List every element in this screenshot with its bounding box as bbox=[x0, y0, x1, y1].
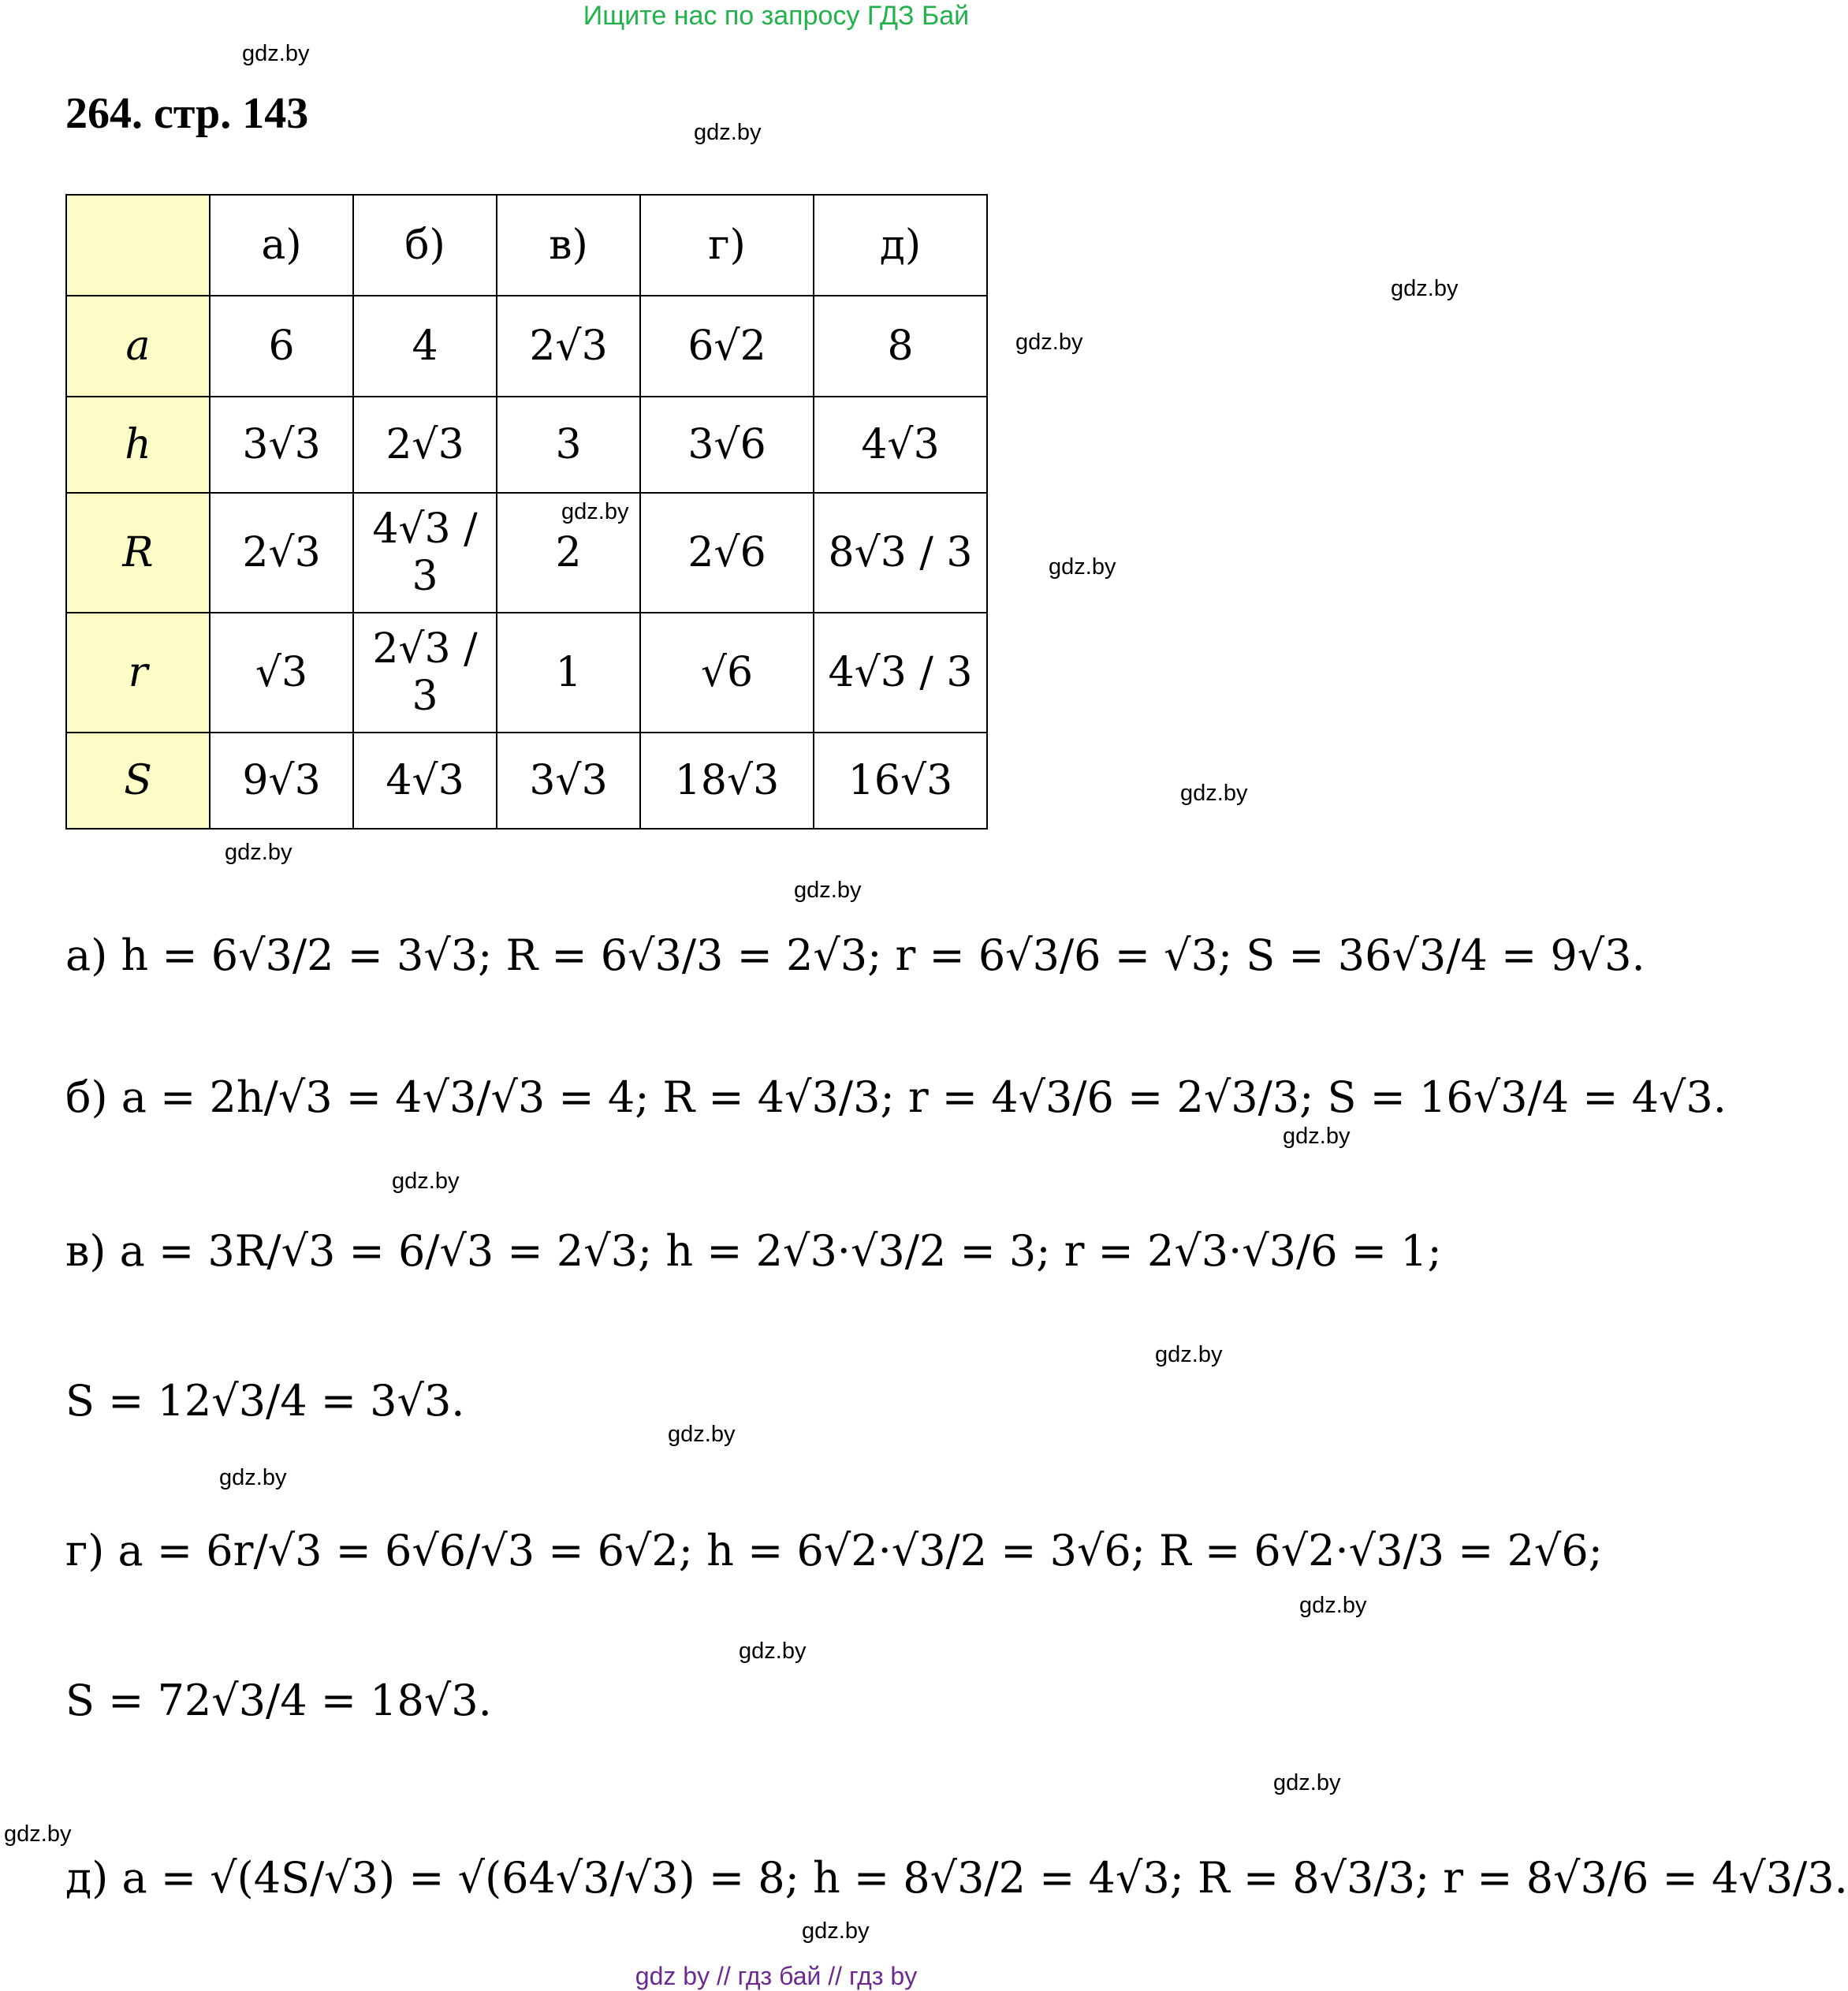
values-table bbox=[65, 194, 988, 830]
table-cell: √6 bbox=[640, 613, 814, 733]
row-header: R bbox=[66, 493, 210, 613]
table-row bbox=[66, 493, 987, 613]
row-header: S bbox=[66, 733, 210, 829]
watermark: gdz.by bbox=[392, 1169, 460, 1194]
watermark: gdz.by bbox=[1273, 1770, 1341, 1795]
watermark: gdz.by bbox=[794, 878, 862, 903]
table-row bbox=[66, 733, 987, 829]
table-cell: 16√3 bbox=[814, 733, 987, 829]
row-header: h bbox=[66, 397, 210, 493]
table-cell: 3√3 bbox=[497, 733, 640, 829]
table-row bbox=[66, 296, 987, 397]
watermark: gdz.by bbox=[4, 1821, 72, 1847]
watermark: gdz.by bbox=[1049, 554, 1116, 580]
column-header: д) bbox=[814, 195, 987, 296]
column-header: а) bbox=[210, 195, 353, 296]
table-cell: 2√3 bbox=[497, 296, 640, 397]
corner-cell bbox=[66, 195, 210, 296]
table-cell: 9√3 bbox=[210, 733, 353, 829]
search-banner[interactable]: Ищите нас по запросу ГДЗ Бай bbox=[583, 1, 970, 31]
watermark: gdz.by bbox=[1283, 1124, 1351, 1149]
watermark: gdz.by bbox=[1155, 1342, 1223, 1367]
table-cell: 4 bbox=[353, 296, 497, 397]
solution-v-part2: S = 12√3/4 = 3√3. bbox=[65, 1376, 465, 1426]
column-header: г) bbox=[640, 195, 814, 296]
table-cell: 2 bbox=[497, 493, 640, 613]
watermark: gdz.by bbox=[561, 499, 629, 524]
table-cell: 2√6 bbox=[640, 493, 814, 613]
page-title: 264. стр. 143 bbox=[65, 89, 309, 138]
solution-b: б) a = 2h/√3 = 4√3/√3 = 4; R = 4√3/3; r = 4√3/6 = 2√3/3; S = 16√3/4 = 4√3. bbox=[65, 1072, 1727, 1122]
table-cell: 2√3 bbox=[353, 397, 497, 493]
row-header: r bbox=[66, 613, 210, 733]
table-cell: 2√3 bbox=[210, 493, 353, 613]
table-cell: 6√2 bbox=[640, 296, 814, 397]
table-cell: 2√3 / 3 bbox=[353, 613, 497, 733]
watermark: gdz.by bbox=[802, 1918, 870, 1944]
table-cell: 1 bbox=[497, 613, 640, 733]
column-header: в) bbox=[497, 195, 640, 296]
solution-v-part1: в) a = 3R/√3 = 6/√3 = 2√3; h = 2√3·√3/2 = 3; r = 2√3·√3/6 = 1; bbox=[65, 1226, 1442, 1276]
table-cell: 4√3 bbox=[353, 733, 497, 829]
table-cell: 3 bbox=[497, 397, 640, 493]
table-cell: 18√3 bbox=[640, 733, 814, 829]
table-cell: 3√3 bbox=[210, 397, 353, 493]
table-cell: 8√3 / 3 bbox=[814, 493, 987, 613]
table-cell: 6 bbox=[210, 296, 353, 397]
column-header: б) bbox=[353, 195, 497, 296]
watermark: gdz.by bbox=[1299, 1593, 1367, 1618]
row-header: a bbox=[66, 296, 210, 397]
table-cell: 3√6 bbox=[640, 397, 814, 493]
solution-g-part2: S = 72√3/4 = 18√3. bbox=[65, 1676, 492, 1725]
watermark: gdz.by bbox=[1391, 276, 1459, 301]
watermark: gdz.by bbox=[1180, 781, 1248, 806]
watermark: gdz.by bbox=[242, 41, 310, 66]
watermark: gdz.by bbox=[219, 1465, 287, 1490]
solution-d: д) a = √(4S/√3) = √(64√3/√3) = 8; h = 8√3/2 = 4√3; R = 8√3/3; r = 8√3/6 = 4√3/3. bbox=[65, 1853, 1848, 1903]
table-row bbox=[66, 397, 987, 493]
watermark: gdz.by bbox=[225, 840, 292, 865]
table-cell: 4√3 / 3 bbox=[353, 493, 497, 613]
table-cell: 4√3 / 3 bbox=[814, 613, 987, 733]
solution-a: а) h = 6√3/2 = 3√3; R = 6√3/3 = 2√3; r = 6√3/6 = √3; S = 36√3/4 = 9√3. bbox=[65, 930, 1645, 980]
watermark: gdz.by bbox=[1015, 330, 1083, 355]
watermark: gdz.by bbox=[668, 1422, 736, 1447]
table-cell: 4√3 bbox=[814, 397, 987, 493]
watermark: gdz.by bbox=[739, 1639, 807, 1664]
footer-links[interactable]: gdz by // гдз бай // гдз by bbox=[635, 1962, 918, 1990]
solution-g-part1: г) a = 6r/√3 = 6√6/√3 = 6√2; h = 6√2·√3/2 = 3√6; R = 6√2·√3/3 = 2√6; bbox=[65, 1526, 1603, 1575]
table-cell: 8 bbox=[814, 296, 987, 397]
table-row bbox=[66, 613, 987, 733]
watermark: gdz.by bbox=[694, 120, 762, 145]
table-cell: √3 bbox=[210, 613, 353, 733]
